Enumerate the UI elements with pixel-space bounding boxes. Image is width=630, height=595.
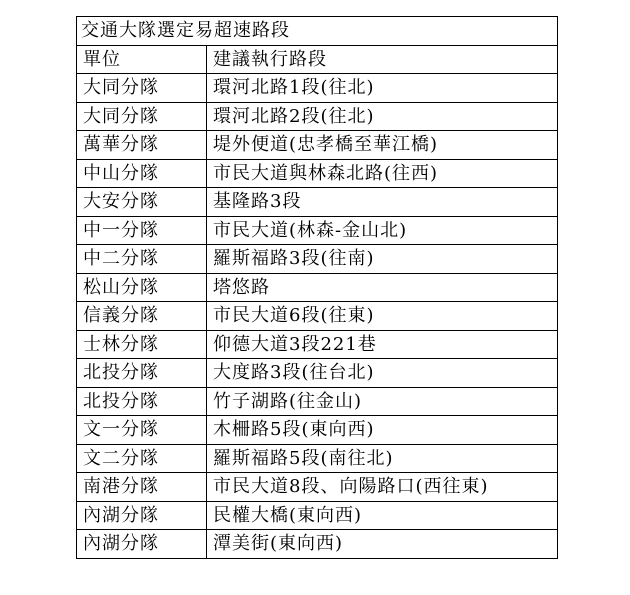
- header-unit: 單位: [77, 45, 207, 74]
- unit-cell: 內湖分隊: [77, 501, 207, 530]
- table-row: [77, 159, 558, 188]
- road-cell: 民權大橋(東向西): [207, 501, 558, 530]
- road-cell: 木柵路5段(東向西): [207, 416, 558, 445]
- road-cell: 環河北路2段(往北): [207, 102, 558, 131]
- unit-cell: 北投分隊: [77, 387, 207, 416]
- title-row: [77, 17, 558, 46]
- table-row: [77, 74, 558, 103]
- unit-cell: 士林分隊: [77, 330, 207, 359]
- table-row: [77, 102, 558, 131]
- unit-cell: 北投分隊: [77, 359, 207, 388]
- road-cell: 塔悠路: [207, 273, 558, 302]
- table-row: [77, 387, 558, 416]
- road-cell: 市民大道6段(往東): [207, 302, 558, 331]
- table-row: [77, 416, 558, 445]
- table-row: [77, 245, 558, 274]
- table-row: [77, 302, 558, 331]
- unit-cell: 信義分隊: [77, 302, 207, 331]
- unit-cell: 中二分隊: [77, 245, 207, 274]
- table-row: [77, 530, 558, 559]
- unit-cell: 大安分隊: [77, 188, 207, 217]
- road-cell: 潭美街(東向西): [207, 530, 558, 559]
- unit-cell: 松山分隊: [77, 273, 207, 302]
- road-cell: 羅斯福路3段(往南): [207, 245, 558, 274]
- unit-cell: 文一分隊: [77, 416, 207, 445]
- road-cell: 基隆路3段: [207, 188, 558, 217]
- unit-cell: 南港分隊: [77, 473, 207, 502]
- road-cell: 環河北路1段(往北): [207, 74, 558, 103]
- unit-cell: 內湖分隊: [77, 530, 207, 559]
- header-row: [77, 45, 558, 74]
- table-row: [77, 216, 558, 245]
- table-row: [77, 273, 558, 302]
- table-row: [77, 473, 558, 502]
- table-row: [77, 131, 558, 160]
- road-cell: 大度路3段(往台北): [207, 359, 558, 388]
- road-cell: 市民大道(林森-金山北): [207, 216, 558, 245]
- unit-cell: 中山分隊: [77, 159, 207, 188]
- road-cell: 市民大道8段、向陽路口(西往東): [207, 473, 558, 502]
- table-row: [77, 359, 558, 388]
- speeding-road-table: [76, 16, 558, 559]
- unit-cell: 大同分隊: [77, 74, 207, 103]
- table-row: [77, 501, 558, 530]
- road-cell: 羅斯福路5段(南往北): [207, 444, 558, 473]
- unit-cell: 大同分隊: [77, 102, 207, 131]
- table-row: [77, 188, 558, 217]
- table-title: 交通大隊選定易超速路段: [77, 17, 558, 46]
- unit-cell: 萬華分隊: [77, 131, 207, 160]
- speeding-road-table-container: [76, 16, 557, 559]
- unit-cell: 中一分隊: [77, 216, 207, 245]
- road-cell: 仰德大道3段221巷: [207, 330, 558, 359]
- road-cell: 堤外便道(忠孝橋至華江橋): [207, 131, 558, 160]
- unit-cell: 文二分隊: [77, 444, 207, 473]
- header-road: 建議執行路段: [207, 45, 558, 74]
- road-cell: 市民大道與林森北路(往西): [207, 159, 558, 188]
- road-cell: 竹子湖路(往金山): [207, 387, 558, 416]
- table-row: [77, 444, 558, 473]
- table-row: [77, 330, 558, 359]
